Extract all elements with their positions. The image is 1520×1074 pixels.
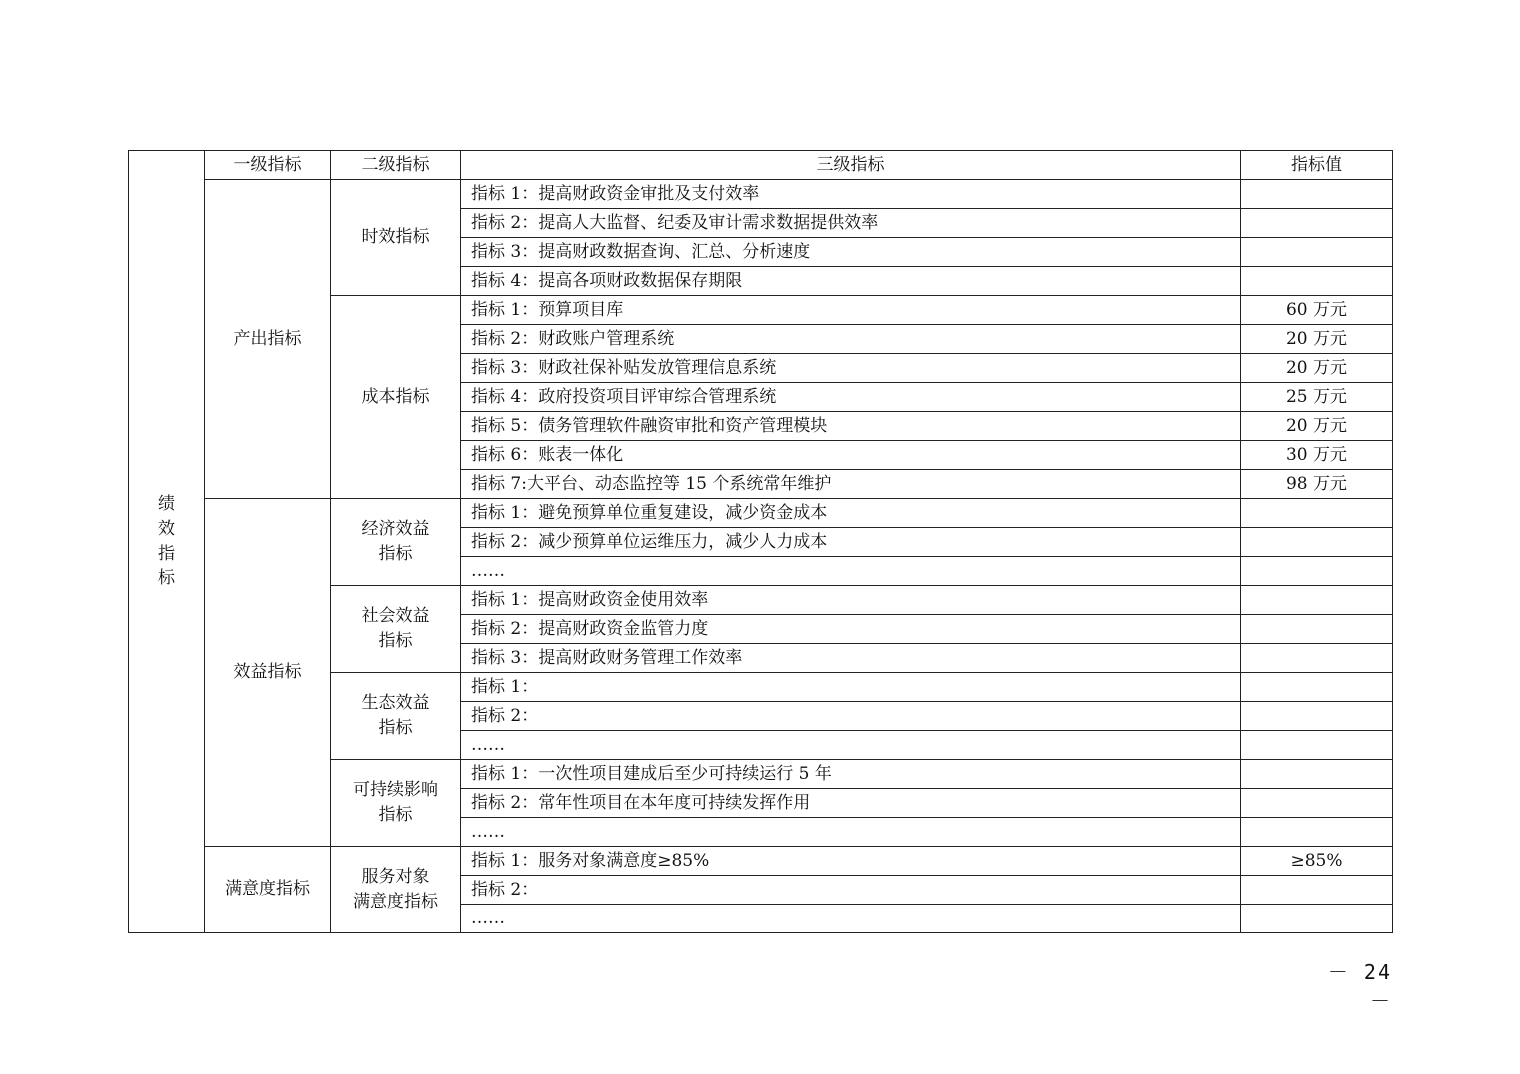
indicator-value [1241,528,1393,557]
indicator-text: 指标 2：常年性项目在本年度可持续发挥作用 [461,789,1241,818]
indicator-value [1241,557,1393,586]
indicator-text: …… [461,731,1241,760]
indicator-value [1241,267,1393,296]
indicator-text: 指标 2：减少预算单位运维压力，减少人力成本 [461,528,1241,557]
level2-ecological [331,673,461,760]
header-value: 指标值 [1241,151,1393,180]
indicator-text: 指标 1：提高财政资金使用效率 [461,586,1241,615]
performance-indicator-label [129,151,205,933]
indicator-text: 指标 1： [461,673,1241,702]
indicator-value [1241,180,1393,209]
level1-benefit: 效益指标 [205,499,331,847]
level1-output: 产出指标 [205,180,331,499]
indicator-value: 25 万元 [1241,383,1393,412]
level2-economic [331,499,461,586]
level2-sustainable-line1: 可持续影响 [353,780,438,801]
indicator-text: 指标 3：提高财政财务管理工作效率 [461,644,1241,673]
indicator-text: 指标 2：提高人大监督、纪委及审计需求数据提供效率 [461,209,1241,238]
indicator-value: 30 万元 [1241,441,1393,470]
indicator-text: 指标 1：一次性项目建成后至少可持续运行 5 年 [461,760,1241,789]
indicator-value [1241,818,1393,847]
page-number: － 24 － [1327,960,1392,1013]
performance-indicator-label-text: 绩效指标 [158,494,175,589]
indicator-value [1241,760,1393,789]
indicator-text: 指标 1：避免预算单位重复建设，减少资金成本 [461,499,1241,528]
indicator-value [1241,499,1393,528]
indicator-value [1241,644,1393,673]
indicator-text: 指标 3：提高财政数据查询、汇总、分析速度 [461,238,1241,267]
indicator-value [1241,789,1393,818]
table-row [129,180,1393,209]
level2-cost: 成本指标 [331,296,461,499]
indicator-value [1241,238,1393,267]
level2-ecological-line2: 指标 [378,718,413,738]
level2-timeliness: 时效指标 [331,180,461,296]
indicator-text: …… [461,557,1241,586]
level2-service-satisfaction [331,847,461,933]
indicator-text: 指标 2： [461,876,1241,905]
indicator-text: 指标 1：提高财政资金审批及支付效率 [461,180,1241,209]
level2-economic-line1: 经济效益 [361,519,430,540]
level2-service-line1: 服务对象 [361,866,430,887]
indicator-text: 指标 2：提高财政资金监管力度 [461,615,1241,644]
indicator-value: 60 万元 [1241,296,1393,325]
indicator-text: 指标 5：债务管理软件融资审批和资产管理模块 [461,412,1241,441]
header-level3: 三级指标 [461,151,1241,180]
indicator-value [1241,615,1393,644]
table-row [129,847,1393,876]
indicator-value [1241,731,1393,760]
level2-service-line2: 满意度指标 [353,891,438,912]
indicator-value: 20 万元 [1241,325,1393,354]
level2-economic-line2: 指标 [378,544,413,564]
indicator-text: 指标 4：政府投资项目评审综合管理系统 [461,383,1241,412]
header-level2: 二级指标 [331,151,461,180]
indicator-value [1241,702,1393,731]
indicator-value: 20 万元 [1241,412,1393,441]
level2-ecological-line1: 生态效益 [361,693,430,714]
indicator-value: 98 万元 [1241,470,1393,499]
indicator-value: ≥85% [1241,847,1393,876]
indicator-text: 指标 4：提高各项财政数据保存期限 [461,267,1241,296]
indicator-text: 指标 2： [461,702,1241,731]
level2-sustainable [331,760,461,847]
table-header-row [129,151,1393,180]
level1-satisfaction: 满意度指标 [205,847,331,933]
indicator-value [1241,209,1393,238]
table-row [129,499,1393,528]
indicator-text: …… [461,905,1241,933]
header-level1: 一级指标 [205,151,331,180]
indicator-text: 指标 1：预算项目库 [461,296,1241,325]
indicator-value: 20 万元 [1241,354,1393,383]
level2-social-line2: 指标 [378,631,413,651]
indicator-text: …… [461,818,1241,847]
performance-indicator-table [128,150,1393,933]
indicator-text: 指标 2：财政账户管理系统 [461,325,1241,354]
level2-social [331,586,461,673]
indicator-text: 指标 6：账表一体化 [461,441,1241,470]
indicator-value [1241,876,1393,905]
indicator-value [1241,673,1393,702]
indicator-value [1241,586,1393,615]
level2-social-line1: 社会效益 [361,606,430,627]
level2-sustainable-line2: 指标 [378,805,413,825]
indicator-text: 指标 3：财政社保补贴发放管理信息系统 [461,354,1241,383]
indicator-text: 指标 1：服务对象满意度≥85% [461,847,1241,876]
indicator-value [1241,905,1393,933]
indicator-text: 指标 7:大平台、动态监控等 15 个系统常年维护 [461,470,1241,499]
